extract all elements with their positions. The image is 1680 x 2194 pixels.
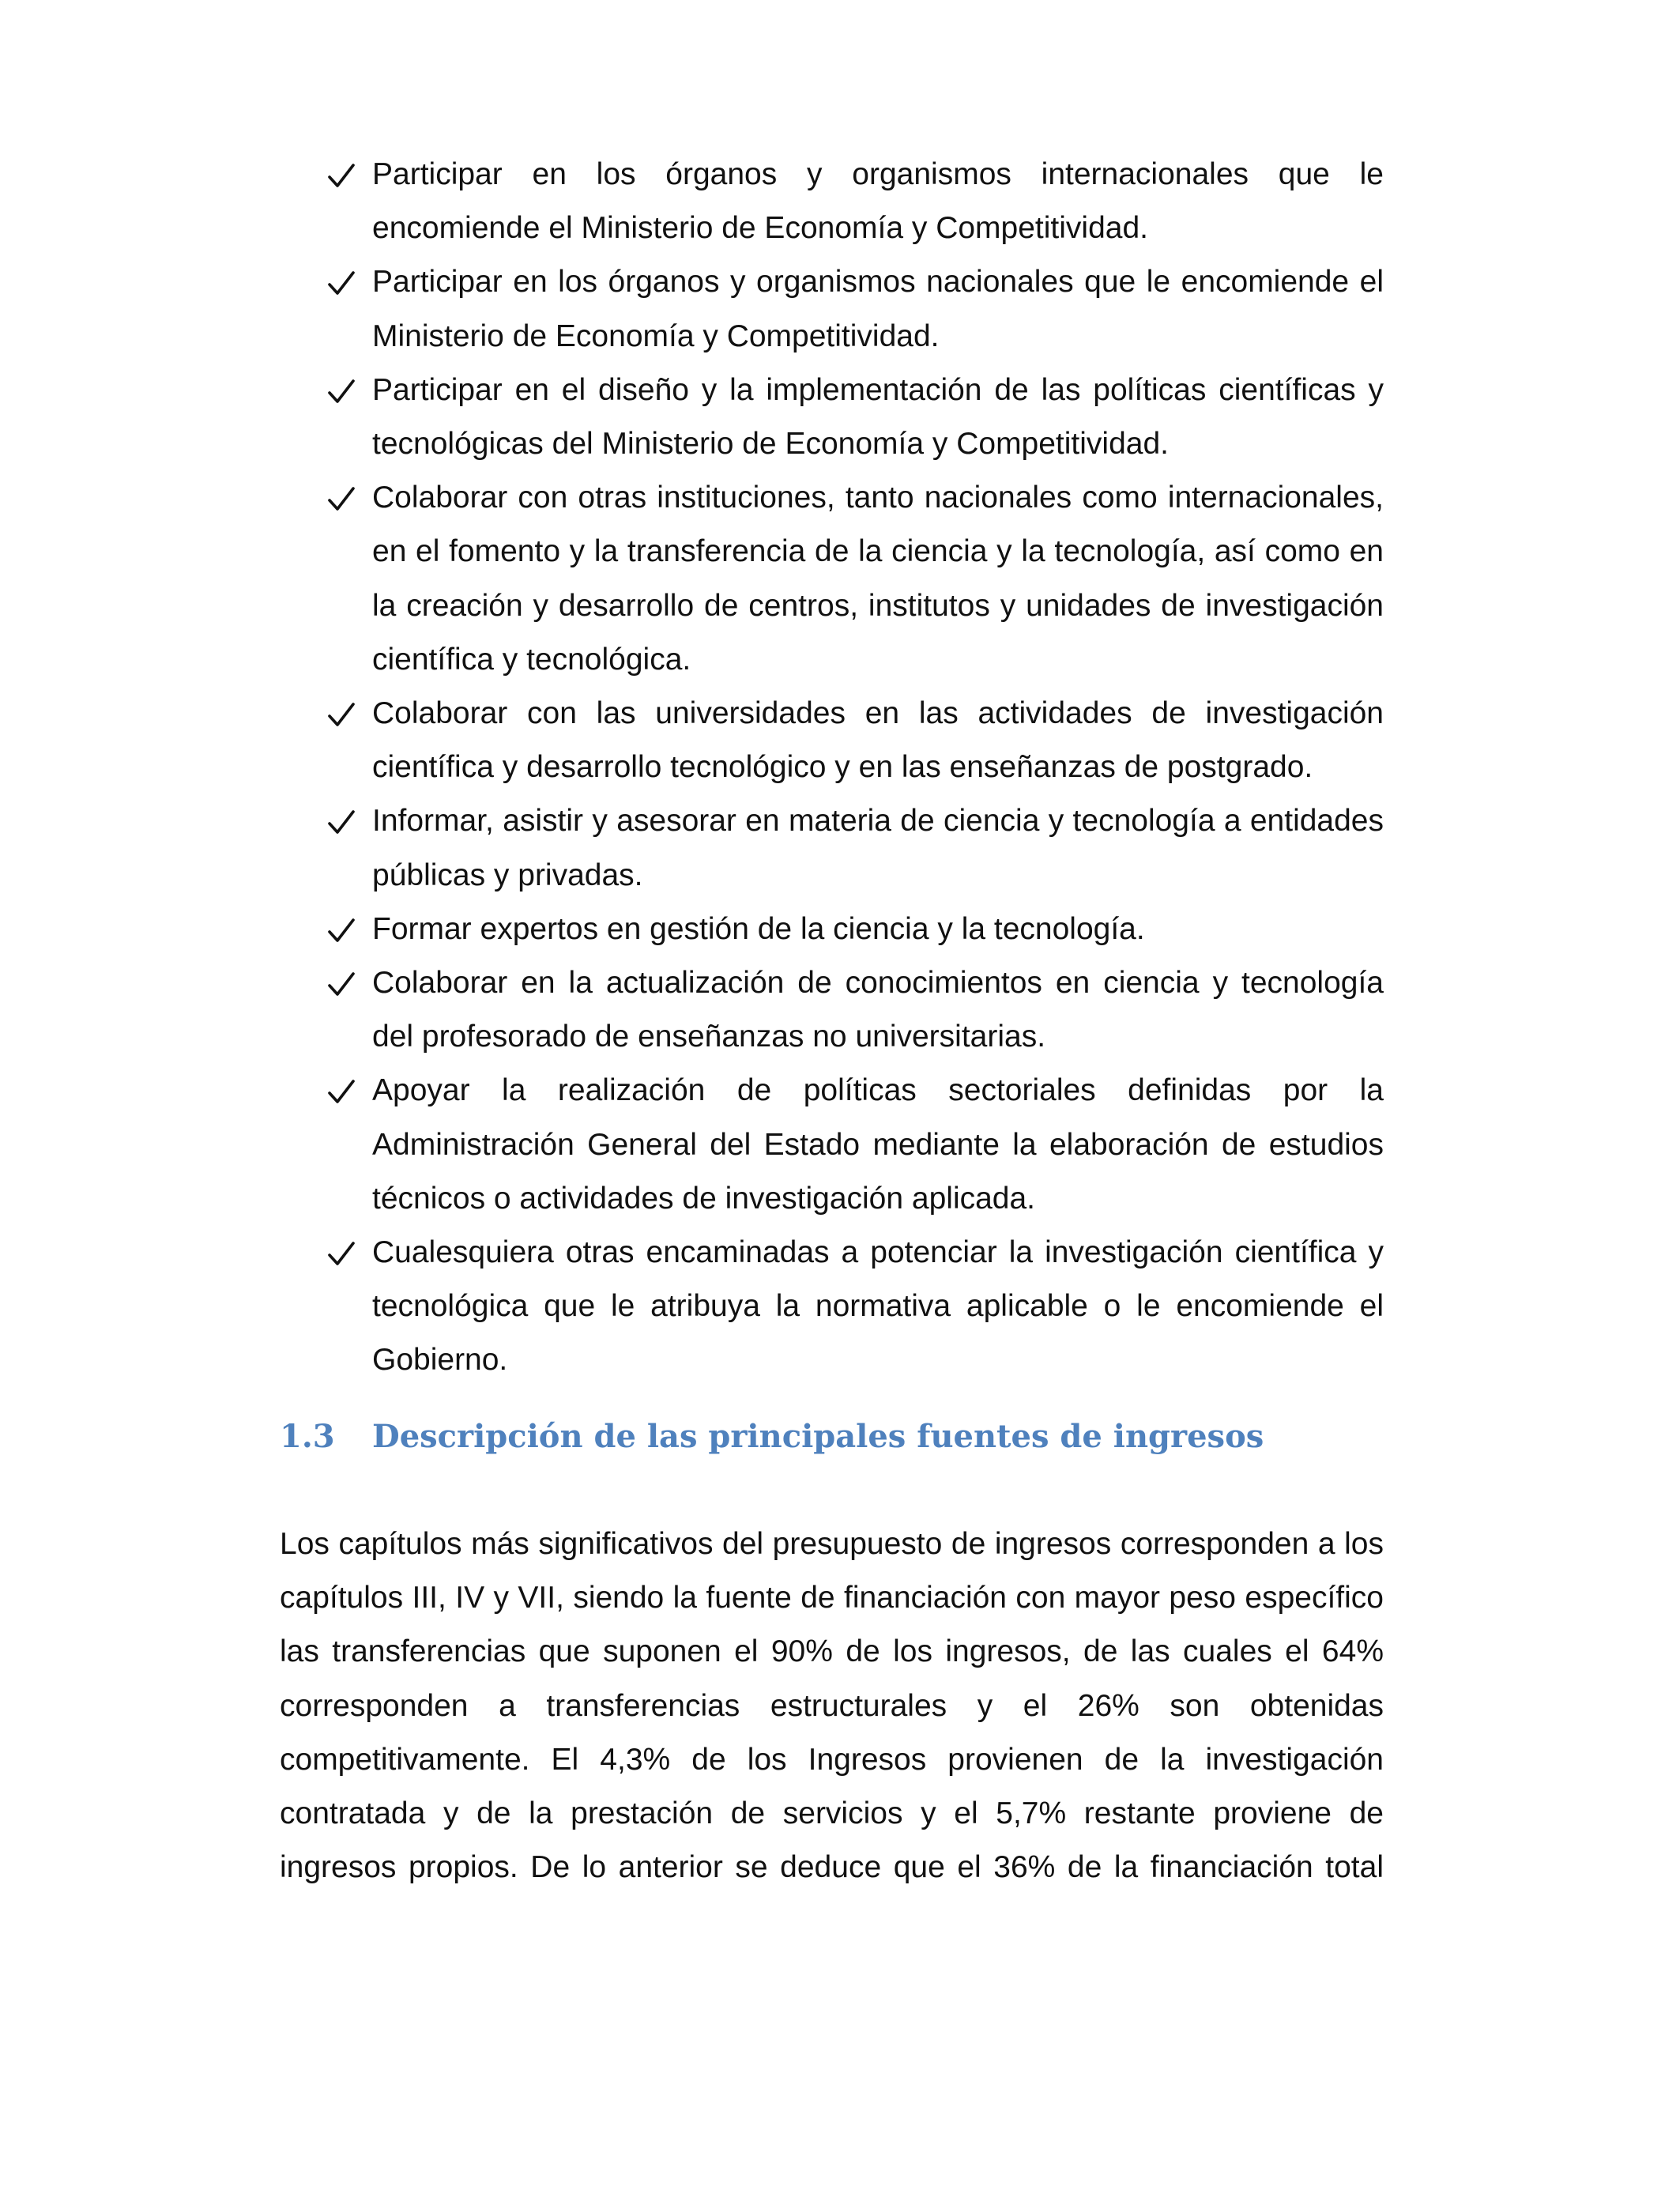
list-item — [0, 1226, 1680, 1388]
list-item — [0, 794, 1680, 902]
checkmark-icon — [327, 809, 356, 835]
list-item-text: Cualesquiera otras encaminadas a potenciar la investigación científica y tecnológica que le atribuya la normativa aplicable o le encomiende el Gobierno. — [372, 1235, 1384, 1378]
body-paragraph: Los capítulos más significativos del presupuesto de ingresos corresponden a los capítulos III, IV y VII, siendo la fuente de financiación con mayor peso específico las transferencias que suponen el 90% de los ingresos, de las cuales el 64% corresponden a transferencias estructurales y el 26% son obtenidas competitivamente. El 4,3% de los Ingresos provienen de la investigación contratada y de la prestación de servicios y el 5,7% restante proviene de ingresos propios. De lo anterior se deduce que el 36% de la financiación total — [280, 1527, 1384, 1885]
list-item — [0, 687, 1680, 794]
list-item-text: Colaborar con otras instituciones, tanto nacionales como internacionales, en el fomento y la transferencia de la ciencia y la tecnología, así como en la creación y desarrollo de centros, institutos y unidades de investigación científica y tecnológica. — [372, 481, 1384, 677]
list-item — [0, 1064, 1680, 1226]
functions-list — [0, 148, 1680, 1388]
list-item — [0, 255, 1680, 363]
checkmark-icon — [327, 971, 356, 997]
list-item-text: Participar en los órganos y organismos nacionales que le encomiende el Ministerio de Economía y Competitividad. — [372, 265, 1384, 353]
list-item-text: Apoyar la realización de políticas sectoriales definidas por la Administración General del Estado mediante la elaboración de estudios técnicos o actividades de investigación aplicada. — [372, 1073, 1384, 1216]
list-item-text: Participar en los órganos y organismos internacionales que le encomiende el Ministerio de Economía y Competitividad. — [372, 157, 1384, 246]
list-item-text: Colaborar con las universidades en las actividades de investigación científica y desarrollo tecnológico y en las enseñanzas de postgrado. — [372, 696, 1384, 785]
checkmark-icon — [327, 1078, 356, 1105]
checkmark-icon — [327, 485, 356, 512]
list-item-text: Informar, asistir y asesorar en materia de ciencia y tecnología a entidades públicas y privadas. — [372, 804, 1384, 892]
checkmark-icon — [327, 1240, 356, 1267]
checkmark-icon — [327, 270, 356, 296]
list-item — [0, 903, 1680, 956]
list-item — [0, 148, 1680, 255]
list-item-text: Colaborar en la actualización de conocimientos en ciencia y tecnología del profesorado de enseñanzas no universitarias. — [372, 966, 1384, 1054]
list-item — [0, 471, 1680, 687]
list-item — [0, 364, 1680, 471]
section-heading — [280, 1413, 1386, 1461]
checkmark-icon — [327, 917, 356, 944]
checkmark-icon — [327, 701, 356, 728]
list-item-text: Formar expertos en gestión de la ciencia y la tecnología. — [372, 911, 1145, 946]
checkmark-icon — [327, 378, 356, 405]
section-number: 1.3 — [280, 1418, 335, 1455]
checkmark-icon — [327, 162, 356, 189]
list-item — [0, 956, 1680, 1064]
section-title: Descripción de las principales fuentes de ingresos — [372, 1418, 1264, 1455]
list-item-text: Participar en el diseño y la implementación de las políticas científicas y tecnológicas del Ministerio de Economía y Competitividad. — [372, 372, 1384, 462]
